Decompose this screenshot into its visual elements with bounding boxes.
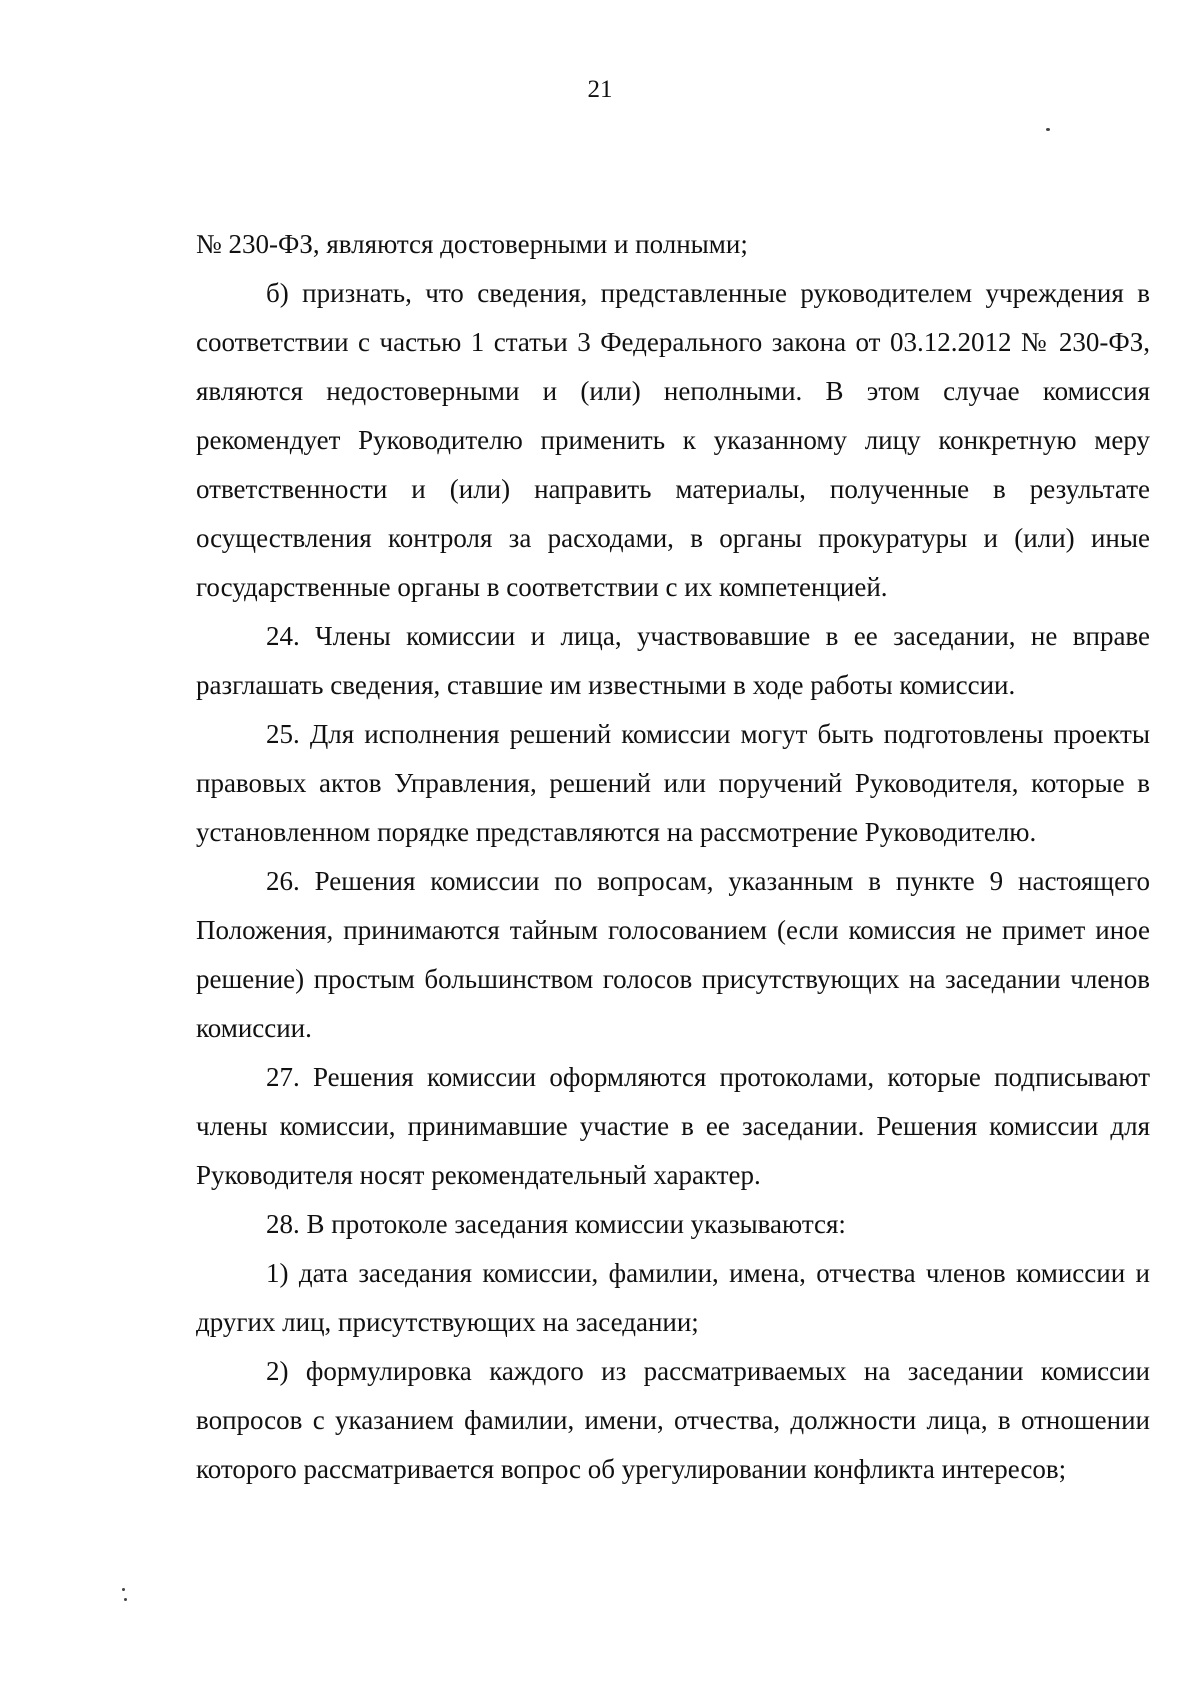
paragraph-item-b: б) признать, что сведения, представленные руководителем учреждения в соответствии с частью 1 статьи 3 Федерального закона от 03.12.2012 № 230-ФЗ, являются недостоверными и (или) неполными. В этом случае комиссия рекомендует Руководителю применить к указанному лицу конкретную меру ответственности и (или) направить материалы, полученные в результате осуществления контроля за расходами, в органы прокуратуры и (или) иные государственные органы в соответствии с их компетенцией. bbox=[196, 278, 1150, 602]
scan-speck bbox=[124, 1598, 127, 1601]
paragraph-24: 24. Члены комиссии и лица, участвовавшие в ее заседании, не вправе разглашать сведения, ставшие им известными в ходе работы комиссии. bbox=[196, 621, 1150, 700]
page-number: 21 bbox=[587, 76, 613, 103]
scan-speck bbox=[1046, 128, 1050, 131]
scan-speck bbox=[122, 1588, 125, 1591]
paragraph-continuation: № 230-ФЗ, являются достоверными и полными; bbox=[196, 229, 748, 259]
paragraph-28: 28. В протоколе заседания комиссии указываются: bbox=[266, 1209, 846, 1239]
paragraph-25: 25. Для исполнения решений комиссии могут быть подготовлены проекты правовых актов Управления, решений или поручений Руководителя, которые в установленном порядке представляются на рассмотрение Руководителю. bbox=[196, 719, 1150, 847]
paragraph-28-item-1: 1) дата заседания комиссии, фамилии, имена, отчества членов комиссии и других лиц, присутствующих на заседании; bbox=[196, 1258, 1150, 1337]
paragraph-27: 27. Решения комиссии оформляются протоколами, которые подписывают члены комиссии, принимавшие участие в ее заседании. Решения комиссии для Руководителя носят рекомендательный характер. bbox=[196, 1062, 1150, 1190]
paragraph-28-item-2: 2) формулировка каждого из рассматриваемых на заседании комиссии вопросов с указанием фамилии, имени, отчества, должности лица, в отношении которого рассматривается вопрос об урегулировании конфликта интересов; bbox=[196, 1356, 1150, 1484]
document-body bbox=[196, 220, 1150, 1494]
paragraph-26: 26. Решения комиссии по вопросам, указанным в пункте 9 настоящего Положения, принимаются тайным голосованием (если комиссия не примет иное решение) простым большинством голосов присутствующих на заседании членов комиссии. bbox=[196, 866, 1150, 1043]
